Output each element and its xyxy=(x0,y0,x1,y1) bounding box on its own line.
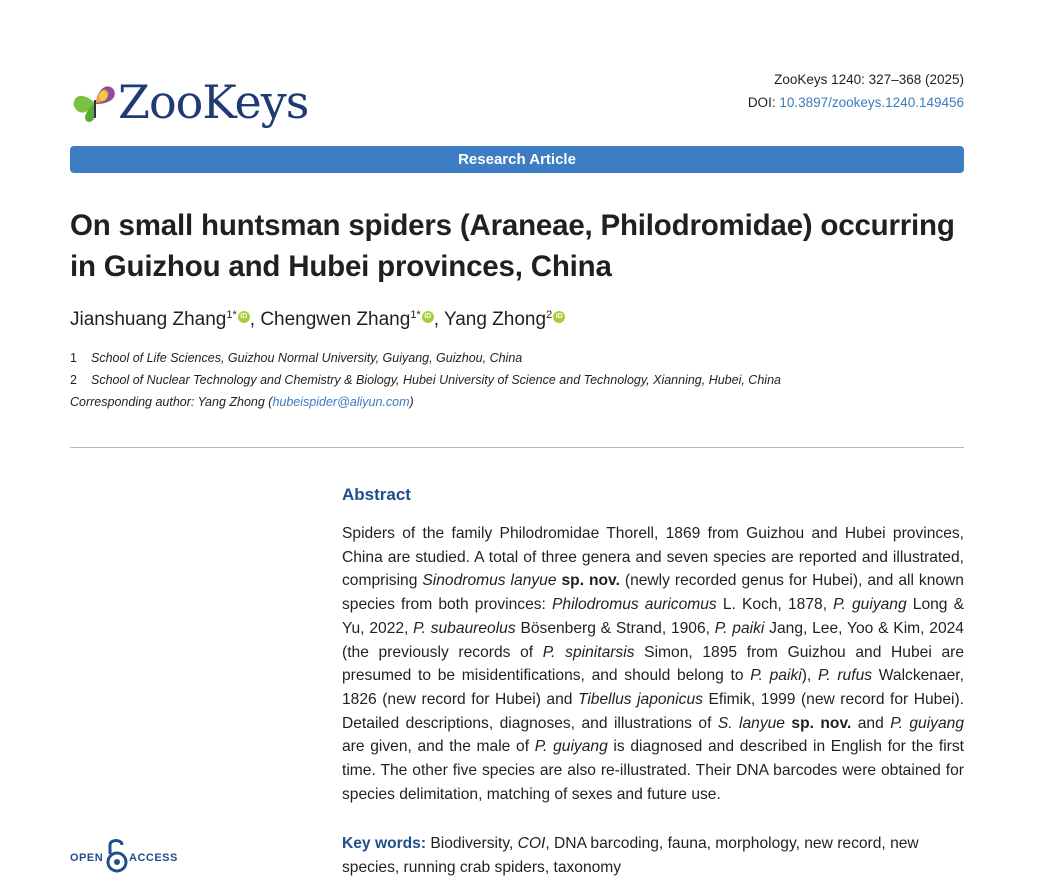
affiliation xyxy=(70,347,522,369)
keywords xyxy=(342,832,964,880)
text-run: Walckenaer, 1826 (new record for Hubei) and xyxy=(342,667,964,708)
article-type-banner xyxy=(70,146,964,173)
open-access-label-left: OPEN xyxy=(70,852,104,864)
text-run: Bösenberg & Strand, 1906, xyxy=(515,619,715,637)
author-name[interactable]: Chengwen Zhang xyxy=(260,309,411,330)
corresponding-author xyxy=(70,391,414,413)
open-access-badge xyxy=(70,836,190,876)
affiliation-number: 1 xyxy=(70,351,77,365)
taxon-name: S. lanyue xyxy=(717,714,785,732)
text-run: Simon, 1895 from Guizhou and Hubei are presumed to be misidentifications, and should belong to xyxy=(342,643,964,685)
text-run: and xyxy=(851,714,891,732)
text-run: ), xyxy=(801,667,818,685)
text-run: is diagnosed and described in English for the first time. The other five species are also re-illustrated. Their DNA barcodes were obtained for species delimitation, matching of sexes and future use. xyxy=(342,738,964,803)
text-run: Jang, Lee, Yoo & Kim, 2024 (the previously records of xyxy=(342,619,964,661)
corresponding-email-link[interactable]: hubeispider@aliyun.com xyxy=(272,395,410,409)
taxon-name: P. paiki xyxy=(714,619,765,637)
text-run: Efimik, 1999 (new record for Hubei). Detailed descriptions, diagnoses, and illustrations of xyxy=(342,690,964,732)
taxon-name: Tibellus japonicus xyxy=(577,690,703,708)
taxon-name: P. guiyang xyxy=(833,596,907,614)
butterfly-icon xyxy=(70,72,122,132)
nomenclature-status: sp. nov. xyxy=(791,714,852,732)
text-run: Biodiversity, xyxy=(426,835,518,852)
taxon-name: P. guiyang xyxy=(534,738,608,756)
open-lock-icon xyxy=(105,836,129,876)
orcid-icon[interactable]: iD xyxy=(238,311,250,323)
affiliation xyxy=(70,369,781,391)
text-run: are given, and the male of xyxy=(342,738,535,756)
keywords-label: Key words: xyxy=(342,835,427,852)
taxon-name: P. rufus xyxy=(817,667,873,685)
open-access-label-right: ACCESS xyxy=(129,852,178,864)
abstract-heading: Abstract xyxy=(342,485,411,504)
zookeys-logo[interactable] xyxy=(70,70,330,130)
doi-line xyxy=(748,91,964,114)
taxon-name: Philodromus auricomus xyxy=(552,596,717,614)
taxon-name: P. subaureolus xyxy=(413,619,516,637)
corresponding-suffix: ) xyxy=(409,395,414,409)
doi-link[interactable]: 10.3897/zookeys.1240.149456 xyxy=(779,95,964,110)
orcid-icon[interactable]: iD xyxy=(553,311,565,323)
journal-logo-text: ZooKeys xyxy=(118,75,309,129)
taxon-name: P. paiki xyxy=(750,667,802,685)
author-affil-sup: 1* xyxy=(226,309,237,321)
keywords-list xyxy=(342,835,919,876)
author-affil-sup: 1* xyxy=(410,309,421,321)
taxon-name: Sinodromus lanyue xyxy=(422,572,557,590)
taxon-name: P. spinitarsis xyxy=(542,643,635,661)
taxon-name: COI xyxy=(517,835,546,852)
author-list: Jianshuang Zhang$^{1*}$ iD , Chengwen Zhang$^{1*}$ iD , Yang Zhong$^2$ iD xyxy=(70,302,565,333)
article-type-label: Research Article xyxy=(458,151,576,168)
abstract-body xyxy=(342,522,964,806)
affiliation-text: School of Nuclear Technology and Chemistry & Biology, Hubei University of Science and Technology, Xianning, Hubei, China xyxy=(91,373,781,387)
journal-citation: ZooKeys 1240: 327–368 (2025) xyxy=(774,72,964,87)
affiliation-number: 2 xyxy=(70,373,77,387)
text-run: (newly recorded genus for Hubei), and all known species from both provinces: xyxy=(342,572,964,614)
text-run: L. Koch, 1878, xyxy=(716,596,834,614)
author-name[interactable]: Jianshuang Zhang xyxy=(70,309,227,330)
article-title: On small huntsman spiders (Araneae, Philodromidae) occurring in Guizhou and Hubei provinces, China xyxy=(70,209,955,283)
citation-block xyxy=(748,68,964,114)
text-run: Long & Yu, 2022, xyxy=(342,596,964,637)
text-run: , DNA barcoding, fauna, morphology, new record, new species, running crab spiders, taxonomy xyxy=(342,835,919,876)
nomenclature-status: sp. nov. xyxy=(561,572,620,590)
affiliation-text: School of Life Sciences, Guizhou Normal University, Guiyang, Guizhou, China xyxy=(91,351,523,365)
corresponding-prefix: Corresponding author: Yang Zhong ( xyxy=(70,395,273,409)
orcid-icon[interactable]: iD xyxy=(422,311,434,323)
taxon-name: P. guiyang xyxy=(890,714,964,732)
author-name[interactable]: Yang Zhong xyxy=(443,309,547,330)
text-run: Spiders of the family Philodromidae Thorell, 1869 from Guizhou and Hubei provinces, China are studied. A total of three genera and seven species are reported and illustrated, comprising xyxy=(342,525,964,590)
doi-label: DOI: xyxy=(747,95,776,110)
author-affil-sup: 2 xyxy=(546,309,553,321)
section-divider xyxy=(70,447,964,448)
